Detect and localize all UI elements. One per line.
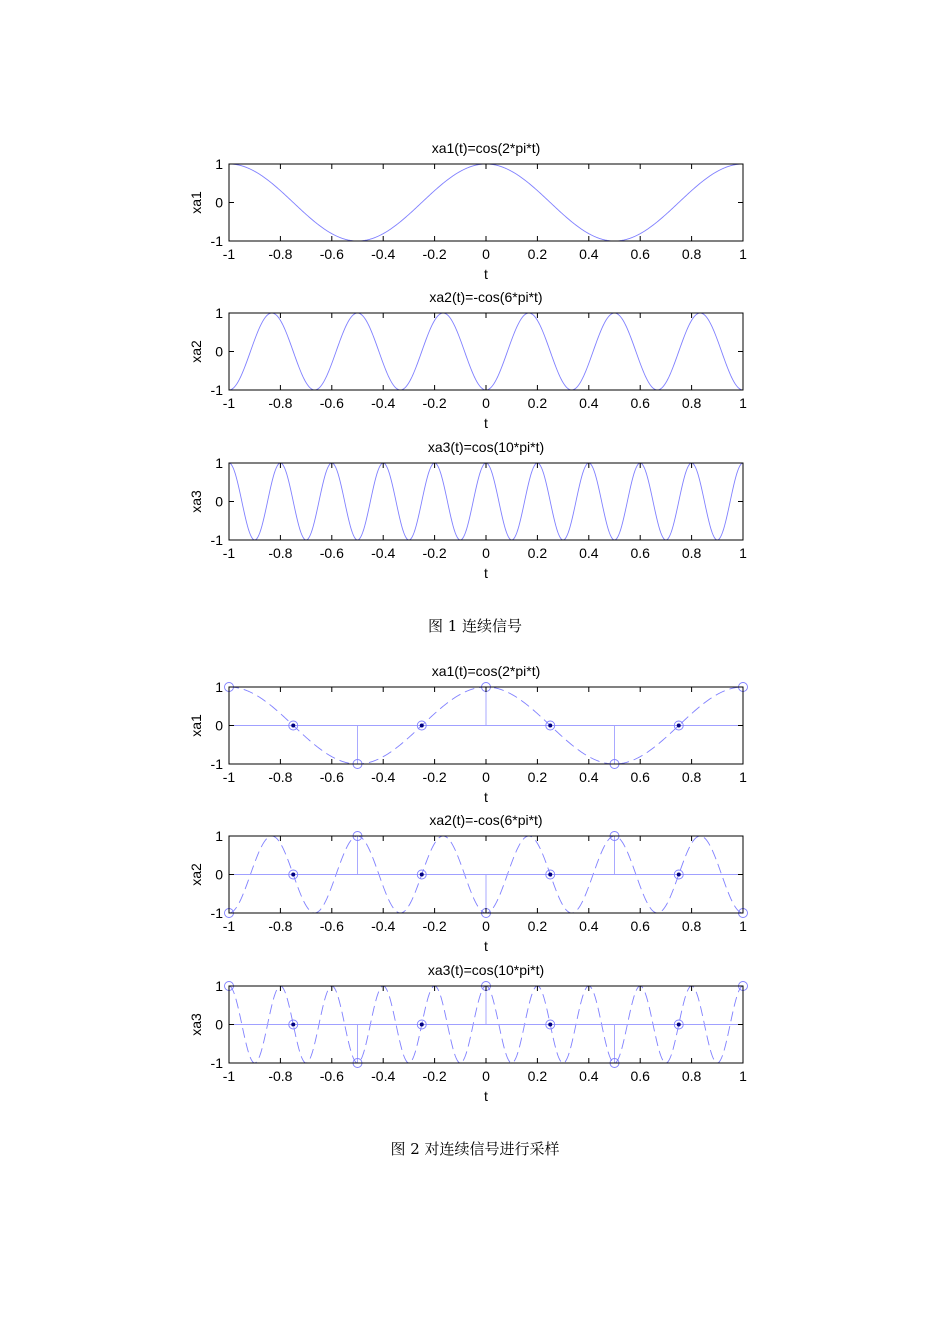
x-tick-label: 0	[482, 246, 490, 262]
x-tick-label: -0.2	[422, 395, 447, 411]
sample-dot	[420, 873, 424, 877]
x-tick-label: 0.2	[527, 769, 548, 785]
x-tick-label: 0.2	[527, 918, 548, 934]
y-tick-label: 1	[215, 156, 223, 172]
x-tick-label: 0.8	[681, 545, 702, 561]
x-tick-label: 0.6	[630, 246, 650, 262]
sample-dot	[548, 873, 552, 877]
x-tick-label: 0	[482, 769, 490, 785]
y-axis-label: xa1	[188, 714, 204, 737]
y-tick-label: -1	[210, 233, 223, 249]
x-tick-label: -0.4	[371, 246, 396, 262]
x-tick-label: -0.6	[319, 395, 344, 411]
x-tick-label: -1	[222, 769, 236, 785]
x-tick-label: -0.8	[268, 769, 293, 785]
x-tick-label: 0.4	[579, 545, 599, 561]
x-tick-label: -1	[222, 918, 236, 934]
x-tick-label: 0.4	[579, 246, 599, 262]
figure-2-caption: 图 2 对连续信号进行采样	[390, 1140, 560, 1158]
x-tick-label: -0.6	[319, 1068, 344, 1084]
sample-dot	[677, 724, 681, 728]
y-tick-label: 0	[215, 194, 223, 211]
x-axis-label: t	[484, 415, 488, 431]
x-tick-label: 0.2	[527, 395, 548, 411]
x-tick-label: -0.4	[371, 769, 396, 785]
x-tick-label: 0.8	[681, 769, 702, 785]
x-tick-label: -0.8	[268, 246, 293, 262]
x-tick-label: -0.4	[371, 918, 396, 934]
x-tick-label: -0.4	[371, 395, 396, 411]
y-tick-label: 0	[215, 493, 223, 510]
y-tick-label: -1	[210, 756, 223, 772]
x-tick-label: 0.8	[681, 246, 702, 262]
x-tick-label: 0	[482, 545, 490, 561]
x-tick-label: -0.6	[319, 246, 344, 262]
sample-dot	[420, 724, 424, 728]
x-tick-label: -0.8	[268, 918, 293, 934]
chart-title: xa1(t)=cos(2*pi*t)	[431, 663, 541, 679]
signal-curve	[229, 164, 743, 241]
x-tick-label: 0.2	[527, 545, 548, 561]
x-tick-label: -1	[222, 395, 236, 411]
y-tick-label: 0	[215, 343, 223, 360]
axes-box	[229, 164, 743, 241]
x-tick-label: 0.6	[630, 1068, 650, 1084]
x-tick-label: -0.6	[319, 545, 344, 561]
chart-panel-3	[188, 439, 747, 581]
x-tick-label: -1	[222, 246, 236, 262]
x-tick-label: -0.8	[268, 545, 293, 561]
sample-dot	[291, 724, 295, 728]
x-tick-label: 0.4	[579, 918, 599, 934]
y-axis-label: xa3	[188, 490, 204, 513]
x-axis-label: t	[484, 938, 488, 954]
chart-panel-6	[188, 962, 748, 1104]
y-tick-label: 0	[215, 866, 223, 883]
x-tick-label: 1	[739, 395, 747, 411]
chart-panel-5	[188, 812, 748, 954]
y-tick-label: 0	[215, 717, 223, 734]
x-tick-label: 0.4	[579, 395, 599, 411]
x-tick-label: 0.6	[630, 769, 650, 785]
x-tick-label: 0.6	[630, 545, 650, 561]
x-tick-label: 0.4	[579, 1068, 599, 1084]
y-tick-label: -1	[210, 905, 223, 921]
x-tick-label: 0	[482, 1068, 490, 1084]
y-axis-label: xa3	[188, 1013, 204, 1036]
y-tick-label: -1	[210, 382, 223, 398]
sample-dot	[548, 1023, 552, 1027]
y-tick-label: 1	[215, 305, 223, 321]
x-tick-label: 0	[482, 918, 490, 934]
sample-dot	[677, 1023, 681, 1027]
sample-dot	[548, 724, 552, 728]
sample-dot	[420, 1023, 424, 1027]
y-axis-label: xa1	[188, 191, 204, 214]
x-tick-label: 0.6	[630, 918, 650, 934]
x-axis-label: t	[484, 789, 488, 805]
sample-dot	[677, 873, 681, 877]
sample-dot	[291, 873, 295, 877]
x-tick-label: 0.8	[681, 1068, 702, 1084]
x-tick-label: 1	[739, 918, 747, 934]
x-tick-label: -0.6	[319, 918, 344, 934]
chart-title: xa2(t)=-cos(6*pi*t)	[429, 812, 543, 828]
axes-box	[229, 463, 743, 540]
signal-curve	[229, 463, 743, 540]
x-tick-label: -0.6	[319, 769, 344, 785]
x-tick-label: 1	[739, 545, 747, 561]
x-tick-label: -0.8	[268, 395, 293, 411]
x-tick-label: -1	[222, 545, 236, 561]
y-tick-label: -1	[210, 532, 223, 548]
chart-title: xa2(t)=-cos(6*pi*t)	[429, 289, 543, 305]
x-tick-label: 0.8	[681, 918, 702, 934]
figure-1-caption: 图 1 连续信号	[427, 617, 523, 635]
y-tick-label: -1	[210, 1055, 223, 1071]
x-axis-label: t	[484, 565, 488, 581]
axes-box	[229, 313, 743, 390]
x-tick-label: -0.2	[422, 246, 447, 262]
signal-curve	[229, 313, 743, 390]
y-tick-label: 0	[215, 1016, 223, 1033]
y-tick-label: 1	[215, 455, 223, 471]
x-tick-label: -0.2	[422, 918, 447, 934]
y-axis-label: xa2	[188, 863, 204, 886]
x-tick-label: 0.2	[527, 246, 548, 262]
x-axis-label: t	[484, 1088, 488, 1104]
y-tick-label: 1	[215, 828, 223, 844]
x-tick-label: 1	[739, 1068, 747, 1084]
x-tick-label: 0	[482, 395, 490, 411]
x-tick-label: 0.8	[681, 395, 702, 411]
x-tick-label: 1	[739, 246, 747, 262]
x-tick-label: 0.2	[527, 1068, 548, 1084]
x-tick-label: -0.2	[422, 1068, 447, 1084]
x-tick-label: -1	[222, 1068, 236, 1084]
sample-dot	[291, 1023, 295, 1027]
x-tick-label: -0.2	[422, 545, 447, 561]
chart-title: xa3(t)=cos(10*pi*t)	[427, 439, 545, 455]
y-tick-label: 1	[215, 978, 223, 994]
chart-title: xa1(t)=cos(2*pi*t)	[431, 140, 541, 156]
y-tick-label: 1	[215, 679, 223, 695]
x-tick-label: -0.2	[422, 769, 447, 785]
x-tick-label: 0.6	[630, 395, 650, 411]
x-tick-label: -0.4	[371, 1068, 396, 1084]
x-tick-label: 0.4	[579, 769, 599, 785]
x-tick-label: -0.4	[371, 545, 396, 561]
y-axis-label: xa2	[188, 340, 204, 363]
chart-panel-4	[188, 663, 748, 805]
chart-panel-2	[188, 289, 747, 431]
chart-panel-1	[188, 140, 747, 282]
x-tick-label: 1	[739, 769, 747, 785]
x-tick-label: -0.8	[268, 1068, 293, 1084]
chart-title: xa3(t)=cos(10*pi*t)	[427, 962, 545, 978]
x-axis-label: t	[484, 266, 488, 282]
